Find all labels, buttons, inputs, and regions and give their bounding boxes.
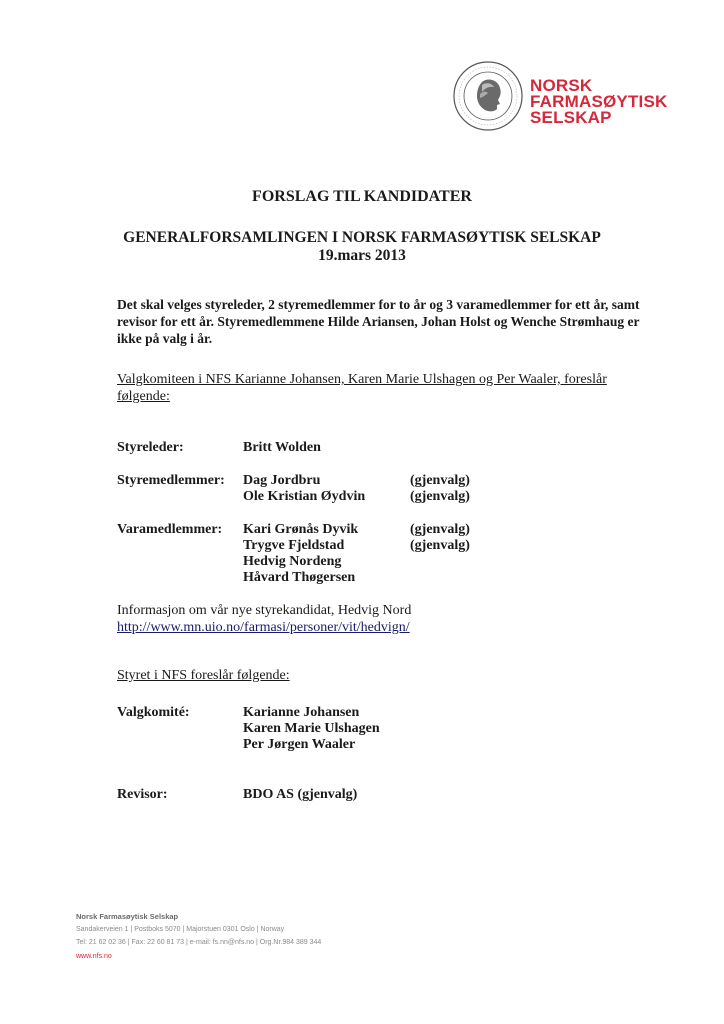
deputy-note: (gjenvalg) <box>410 538 470 553</box>
nomination-committee-name: Karen Marie Ulshagen <box>243 721 380 736</box>
chair-name: Britt Wolden <box>243 440 321 455</box>
nomination-committee-label: Valgkomité: <box>117 705 190 720</box>
board-member-note: (gjenvalg) <box>410 489 470 504</box>
auditor-name: BDO AS (gjenvalg) <box>243 787 358 802</box>
deputies-label: Varamedlemmer: <box>117 522 223 537</box>
deputy-name: Hedvig Nordeng <box>243 554 342 569</box>
deputy-name: Trygve Fjeldstad <box>243 538 345 553</box>
deputy-name: Håvard Thøgersen <box>243 570 356 585</box>
society-seal-logo <box>452 60 524 132</box>
chair-label: Styreleder: <box>117 440 184 455</box>
board-member-name: Dag Jordbru <box>243 473 321 488</box>
logo-line-3: SELSKAP <box>530 108 612 127</box>
document-title: FORSLAG TIL KANDIDATER <box>252 188 472 205</box>
footer-address: Sandakerveien 1 | Postboks 5070 | Majorstuen 0301 Oslo | Norway <box>76 926 285 933</box>
intro-paragraph: Det skal velges styreleder, 2 styremedlemmer for to år og 3 varamedlemmer for ett år, samt revisor for ett år. Styremedlemmene Hilde Ariansen, Johan Holst og Wenche Strømhaug er ikke på valg i år. <box>117 297 640 346</box>
footer-org-name: Norsk Farmasøytisk Selskap <box>76 912 179 921</box>
candidate-info-link[interactable]: http://www.mn.uio.no/farmasi/personer/vit/hedvign/ <box>117 620 410 635</box>
document-date: 19.mars 2013 <box>318 247 406 264</box>
footer-contact: Tel: 21 62 02 36 | Fax: 22 60 81 73 | e-mail: fs.nn@nfs.no | Org.Nr.984 389 344 <box>76 939 322 946</box>
board-proposal-heading: Styret i NFS foreslår følgende: <box>117 668 290 683</box>
society-name-logo <box>530 78 667 126</box>
auditor-label: Revisor: <box>117 787 168 802</box>
committee-intro: Valgkomiteen i NFS Karianne Johansen, Karen Marie Ulshagen og Per Waaler, foreslår følgende: <box>117 372 607 404</box>
info-text: Informasjon om vår nye styrekandidat, Hedvig Nord <box>117 603 412 618</box>
deputy-name: Kari Grønås Dyvik <box>243 522 359 537</box>
board-members-label: Styremedlemmer: <box>117 473 225 488</box>
nomination-committee-name: Karianne Johansen <box>243 705 360 720</box>
document-subtitle: GENERALFORSAMLINGEN I NORSK FARMASØYTISK SELSKAP <box>123 229 601 246</box>
board-member-name: Ole Kristian Øydvin <box>243 489 366 504</box>
logo-line-1: NORSK <box>530 76 593 95</box>
nomination-committee-name: Per Jørgen Waaler <box>243 737 356 752</box>
deputy-note: (gjenvalg) <box>410 522 470 537</box>
board-member-note: (gjenvalg) <box>410 473 470 488</box>
footer-website[interactable]: www.nfs.no <box>76 953 112 960</box>
logo-line-2: FARMASØYTISK <box>530 92 668 111</box>
